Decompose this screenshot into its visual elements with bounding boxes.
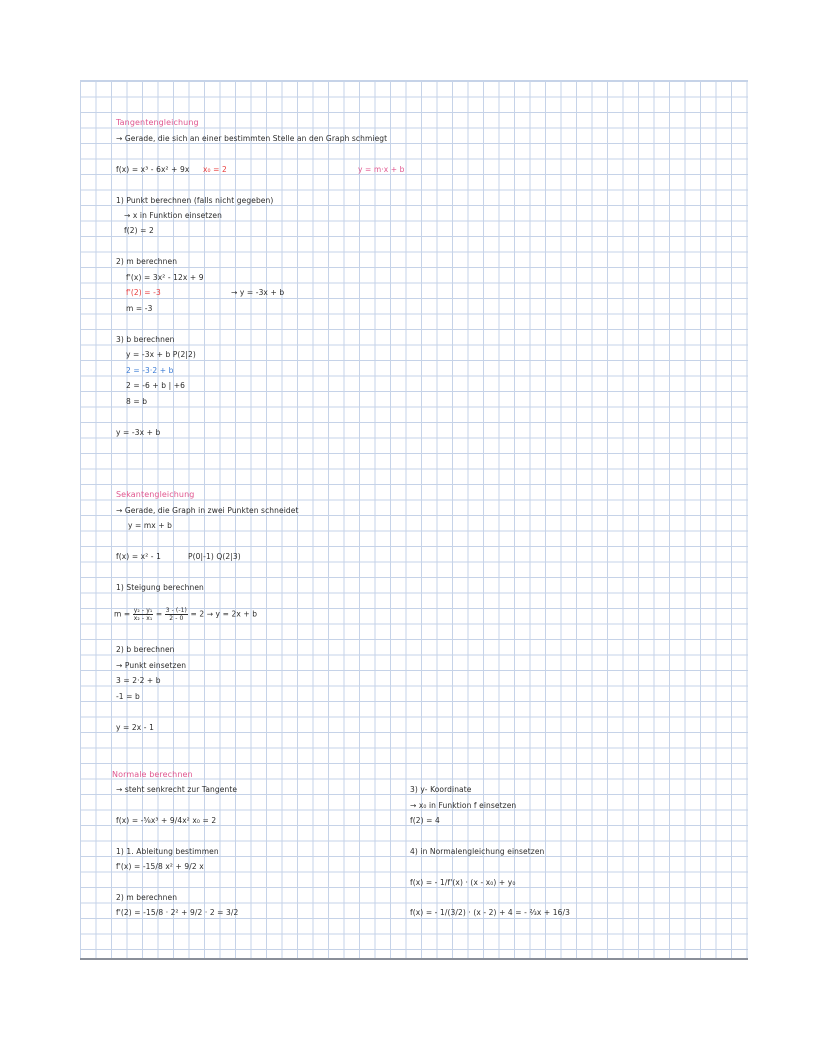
tangent-step3-title: 3) b berechnen <box>116 335 175 344</box>
tangent-step3-line3: 2 = -6 + b | +6 <box>126 381 185 390</box>
normal-heading: Normale berechnen <box>112 770 193 779</box>
normal-step3-title: 3) y- Koordinate <box>410 785 472 794</box>
secant-points: P(0|-1) Q(2|3) <box>188 552 241 561</box>
tangent-step3-line4: 8 = b <box>126 397 148 406</box>
secant-slope-formula <box>114 607 257 622</box>
secant-definition: → Gerade, die Graph in zwei Punkten schneidet <box>116 506 299 515</box>
normal-step1-line1: f'(x) = -15/8 x² + 9/2 x <box>116 862 204 871</box>
fraction-numerator: y₂ - y₁ <box>133 607 153 614</box>
secant-m-label: m = <box>114 609 131 619</box>
tangent-x0: x₀ = 2 <box>203 165 227 174</box>
tangent-step3-line2: 2 = -3·2 + b <box>126 366 174 375</box>
secant-fraction-values <box>165 607 188 622</box>
tangent-step1-line2: f(2) = 2 <box>124 226 154 235</box>
tangent-step2-arrow: → y = -3x + b <box>231 288 285 297</box>
normal-step4-title: 4) in Normalengleichung einsetzen <box>410 847 545 856</box>
tangent-step1-title: 1) Punkt berechnen (falls nicht gegeben) <box>116 196 274 205</box>
secant-heading: Sekantengleichung <box>116 490 195 499</box>
fraction-denominator: 2 - 0 <box>169 615 184 622</box>
normal-step2-title: 2) m berechnen <box>116 893 178 902</box>
secant-fraction-general <box>133 607 154 622</box>
secant-step2-line1: → Punkt einsetzen <box>116 661 187 670</box>
normal-step2-line1: f'(2) = -15/8 · 2² + 9/2 · 2 = 3/2 <box>116 908 239 917</box>
normal-step4-line2: f(x) = - 1/(3/2) · (x - 2) + 4 = - ⅔x + 16/3 <box>410 908 570 917</box>
secant-step1-title: 1) Steigung berechnen <box>116 583 204 592</box>
normal-step4-line1: f(x) = - 1/f'(x) · (x - x₀) + y₀ <box>410 878 516 887</box>
tangent-heading: Tangentengleichung <box>116 118 199 127</box>
tangent-step1-line1: → x in Funktion einsetzen <box>124 211 222 220</box>
tangent-step2-line1: f'(x) = 3x² - 12x + 9 <box>126 273 204 282</box>
normal-function: f(x) = -⅝x³ + 9/4x² x₀ = 2 <box>116 816 217 825</box>
secant-m-value: = 2 → y = 2x + b <box>190 609 258 619</box>
tangent-step2-title: 2) m berechnen <box>116 257 178 266</box>
tangent-step2-line3: m = -3 <box>126 304 153 313</box>
fraction-numerator: 3 - (-1) <box>165 607 187 614</box>
tangent-definition: → Gerade, die sich an einer bestimmten Stelle an den Graph schmiegt <box>116 134 388 143</box>
secant-step2-line3: -1 = b <box>116 692 140 701</box>
secant-function: f(x) = x² - 1 <box>116 552 161 561</box>
tangent-result: y = -3x + b <box>116 428 161 437</box>
normal-definition: → steht senkrecht zur Tangente <box>116 785 238 794</box>
tangent-function: f(x) = x³ - 6x² + 9x <box>116 165 190 174</box>
secant-result: y = 2x - 1 <box>116 723 154 732</box>
tangent-general-form: y = m·x + b <box>358 165 405 174</box>
normal-step3-line2: f(2) = 4 <box>410 816 440 825</box>
secant-form: y = mx + b <box>128 521 173 530</box>
secant-step2-line2: 3 = 2·2 + b <box>116 676 161 685</box>
normal-step1-title: 1) 1. Ableitung bestimmen <box>116 847 219 856</box>
equals-sign: = <box>155 609 163 619</box>
normal-step3-line1: → x₀ in Funktion f einsetzen <box>410 801 517 810</box>
secant-step2-title: 2) b berechnen <box>116 645 175 654</box>
fraction-denominator: x₂ - x₁ <box>133 615 153 622</box>
tangent-step2-line2: f'(2) = -3 <box>126 288 161 297</box>
tangent-step3-line1: y = -3x + b P(2|2) <box>126 350 196 359</box>
